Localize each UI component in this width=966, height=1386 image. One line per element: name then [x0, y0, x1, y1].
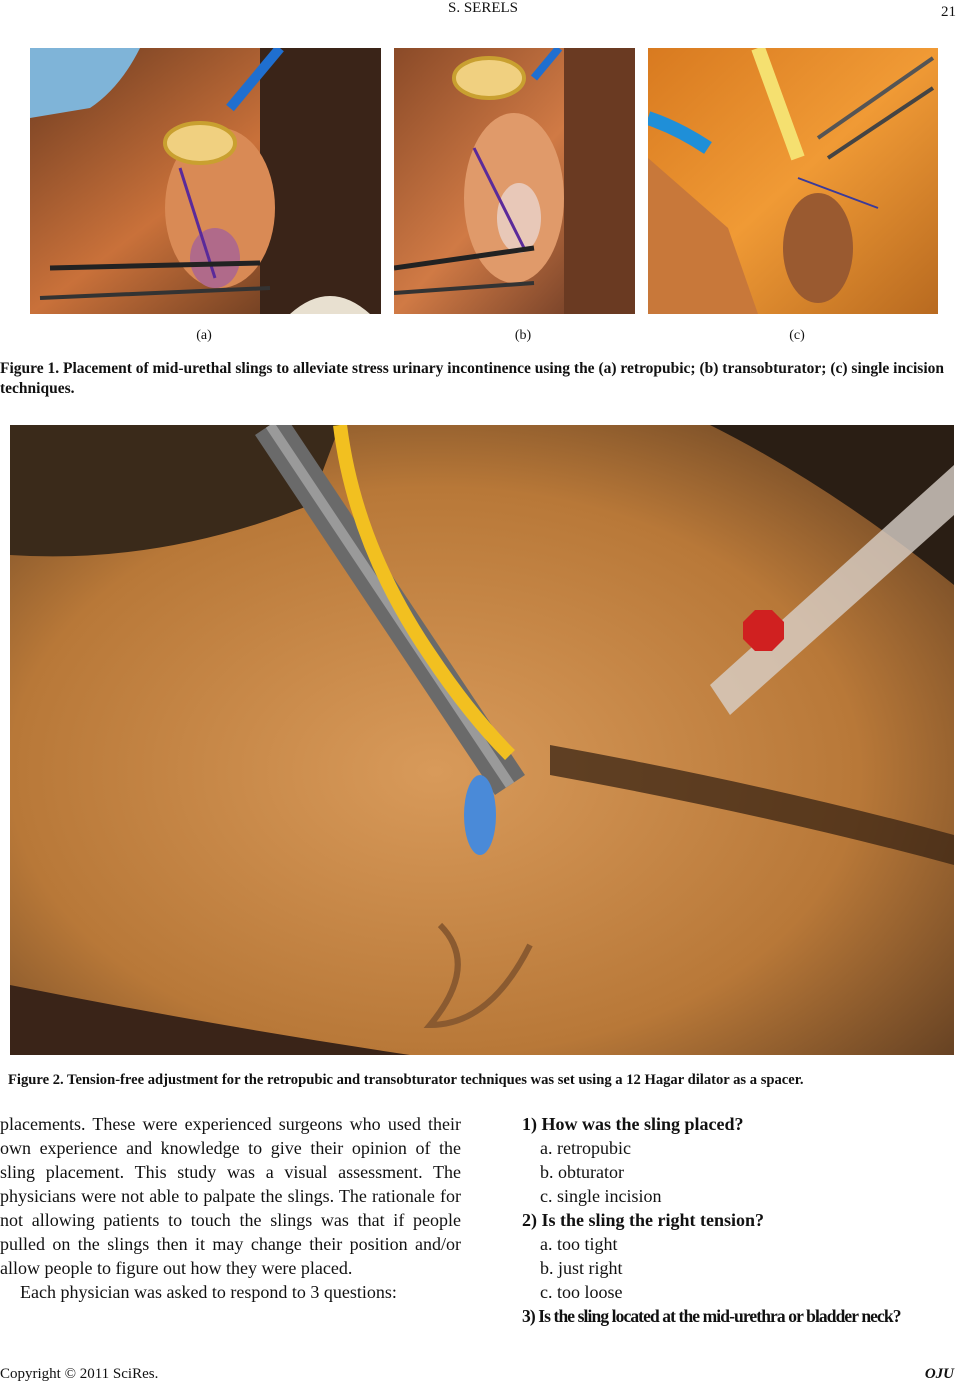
question-1-option-b: b. obturator [540, 1162, 624, 1182]
body-paragraph-questions-intro: Each physician was asked to respond to 3 questions: [20, 1282, 397, 1302]
question-2-option-c: c. too loose [540, 1282, 623, 1302]
question-1-option-c: c. single incision [540, 1186, 662, 1206]
figure1-photo-c [648, 48, 938, 314]
figure1-label-b: (b) [514, 328, 532, 343]
question-1-option-a: a. retropubic [540, 1138, 631, 1158]
left-column [0, 1112, 461, 1304]
right-column [522, 1112, 966, 1328]
question-1: 1) How was the sling placed? [522, 1114, 744, 1134]
page-number: 21 [941, 4, 956, 20]
figure2-caption-label: Figure 2. [8, 1072, 64, 1088]
figure1-photo-b [394, 48, 635, 314]
figure1-caption-text: Placement of mid-urethal slings to alleviate stress urinary incontinence using the (a) retropubic; (b) transobturator; (c) single incision techniques. [0, 360, 945, 397]
figure1-label-a: (a) [196, 328, 212, 343]
footer-copyright: Copyright © 2011 SciRes. [0, 1366, 159, 1382]
question-2-option-a: a. too tight [540, 1234, 618, 1254]
question-3: 3) Is the sling located at the mid-urethra or bladder neck? [522, 1306, 901, 1326]
running-header-author: S. SERELS [447, 0, 519, 16]
figure1-caption [0, 359, 966, 399]
question-2: 2) Is the sling the right tension? [522, 1210, 765, 1230]
footer-journal: OJU [924, 1366, 954, 1382]
figure1-photo-a [30, 48, 381, 314]
question-2-option-b: b. just right [540, 1258, 623, 1278]
figure2-caption-text: Tension-free adjustment for the retropubic and transobturator techniques was set using a 12 Hagar dilator as a spacer. [63, 1072, 804, 1088]
body-paragraph: placements. These were experienced surgeons who used their own experience and knowledge to give their opinion of the sling placement. This study was a visual assessment. The physicians were not able to palpate the slings. The rationale for not allowing patients to touch the slings was that if people pulled on the slings then it may change their position and/or allow people to figure out how they were placed. [0, 1114, 461, 1278]
figure2-photo [10, 425, 954, 1055]
figure2-caption [8, 1070, 966, 1090]
figure1-caption-label: Figure 1. [0, 360, 60, 377]
figure1-label-c: (c) [789, 328, 805, 343]
